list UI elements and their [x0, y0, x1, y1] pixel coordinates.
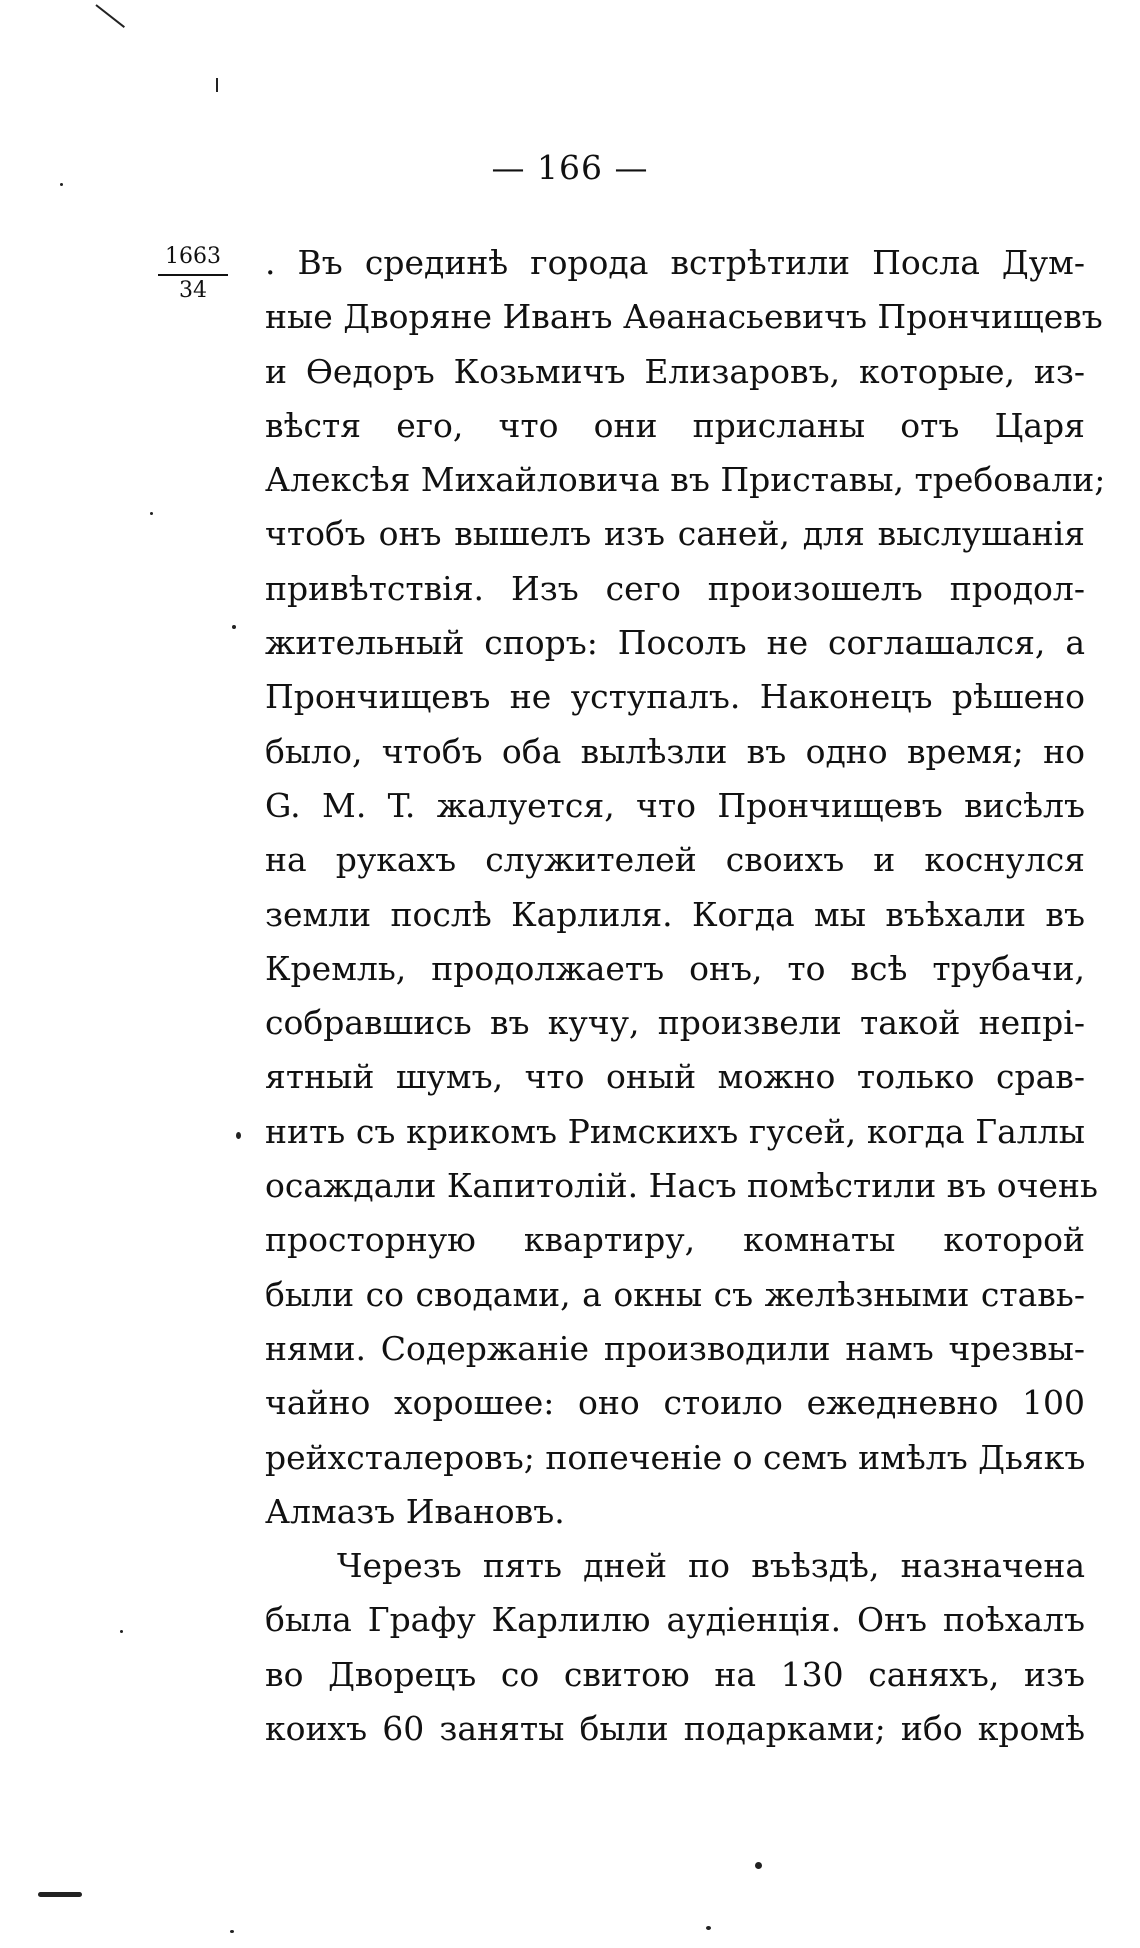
scan-artifact [706, 1926, 711, 1930]
text-line: нями. Содержаніе производили намъ чрезвы- [265, 1328, 1085, 1368]
scan-artifact [232, 625, 236, 629]
text-line: осаждали Капитолій. Насъ помѣстили въ очень [265, 1166, 1098, 1206]
text-line: земли послѣ Карлиля. Когда мы въѣхали въ [265, 894, 1085, 934]
body-text [265, 236, 1106, 1756]
scan-artifact [236, 1132, 241, 1139]
scan-artifact [95, 4, 125, 28]
scan-artifact [150, 512, 153, 515]
scan-artifact [120, 1630, 123, 1633]
margin-note-year: 1663 [158, 242, 228, 276]
text-line: жительный споръ: Посолъ не соглашался, а [265, 623, 1085, 663]
text-line: Алексѣя Михайловича въ Приставы, требовали; [265, 460, 1106, 500]
scan-artifact [755, 1862, 762, 1869]
text-line: вѣстя его, что они присланы отъ Царя [265, 405, 1085, 445]
text-line: ные Дворяне Иванъ Аѳанасьевичъ Прончищевъ [265, 297, 1103, 337]
text-line: привѣтствія. Изъ сего произошелъ продол- [265, 568, 1085, 608]
text-line: Алмазъ Ивановъ. [265, 1491, 565, 1531]
text-line: G. M. T. жалуется, что Прончищевъ висѣлъ [265, 785, 1085, 825]
margin-note-number: 34 [179, 278, 207, 303]
text-line: Кремль, продолжаетъ онъ, то всѣ трубачи, [265, 948, 1085, 988]
text-line: чайно хорошее: оно стоило ежедневно 100 [265, 1383, 1085, 1423]
text-line: чтобъ онъ вышелъ изъ саней, для выслушанія [265, 514, 1085, 554]
text-line: ятный шумъ, что оный можно только срав- [265, 1057, 1085, 1097]
scan-artifact [60, 183, 63, 186]
text-line: нить съ крикомъ Римскихъ гусей, когда Галлы [265, 1111, 1085, 1151]
scan-artifact [230, 1930, 234, 1933]
text-line: было, чтобъ оба вылѣзли въ одно время; но [265, 731, 1085, 771]
text-line: во Дворецъ со свитою на 130 саняхъ, изъ [265, 1654, 1085, 1694]
text-line: . Въ срединѣ города встрѣтили Посла Дум- [265, 243, 1085, 282]
text-line: на рукахъ служителей своихъ и коснулся [265, 840, 1085, 880]
text-line: были со сводами, а окны съ желѣзными ставь- [265, 1274, 1085, 1314]
text-line: Прончищевъ не уступалъ. Наконецъ рѣшено [265, 677, 1085, 717]
text-line: Черезъ пять дней по въѣздѣ, назначена [337, 1546, 1085, 1586]
page-number: — 166 — [491, 148, 649, 187]
text-line: собравшись въ кучу, произвели такой непрі- [265, 1003, 1085, 1043]
text-line: коихъ 60 заняты были подарками; ибо кромѣ [265, 1709, 1085, 1749]
text-line: была Графу Карлилю аудіенція. Онъ поѣхалъ [265, 1600, 1085, 1640]
text-line: просторную квартиру, комнаты которой [265, 1220, 1085, 1260]
text-line: и Ѳедоръ Козьмичъ Елизаровъ, которые, из- [265, 351, 1085, 391]
scan-artifact [38, 1892, 82, 1897]
scan-artifact [216, 78, 218, 92]
text-line: рейхсталеровъ; попеченіе о семъ имѣлъ Дьякъ [265, 1437, 1086, 1477]
margin-note [158, 242, 228, 306]
